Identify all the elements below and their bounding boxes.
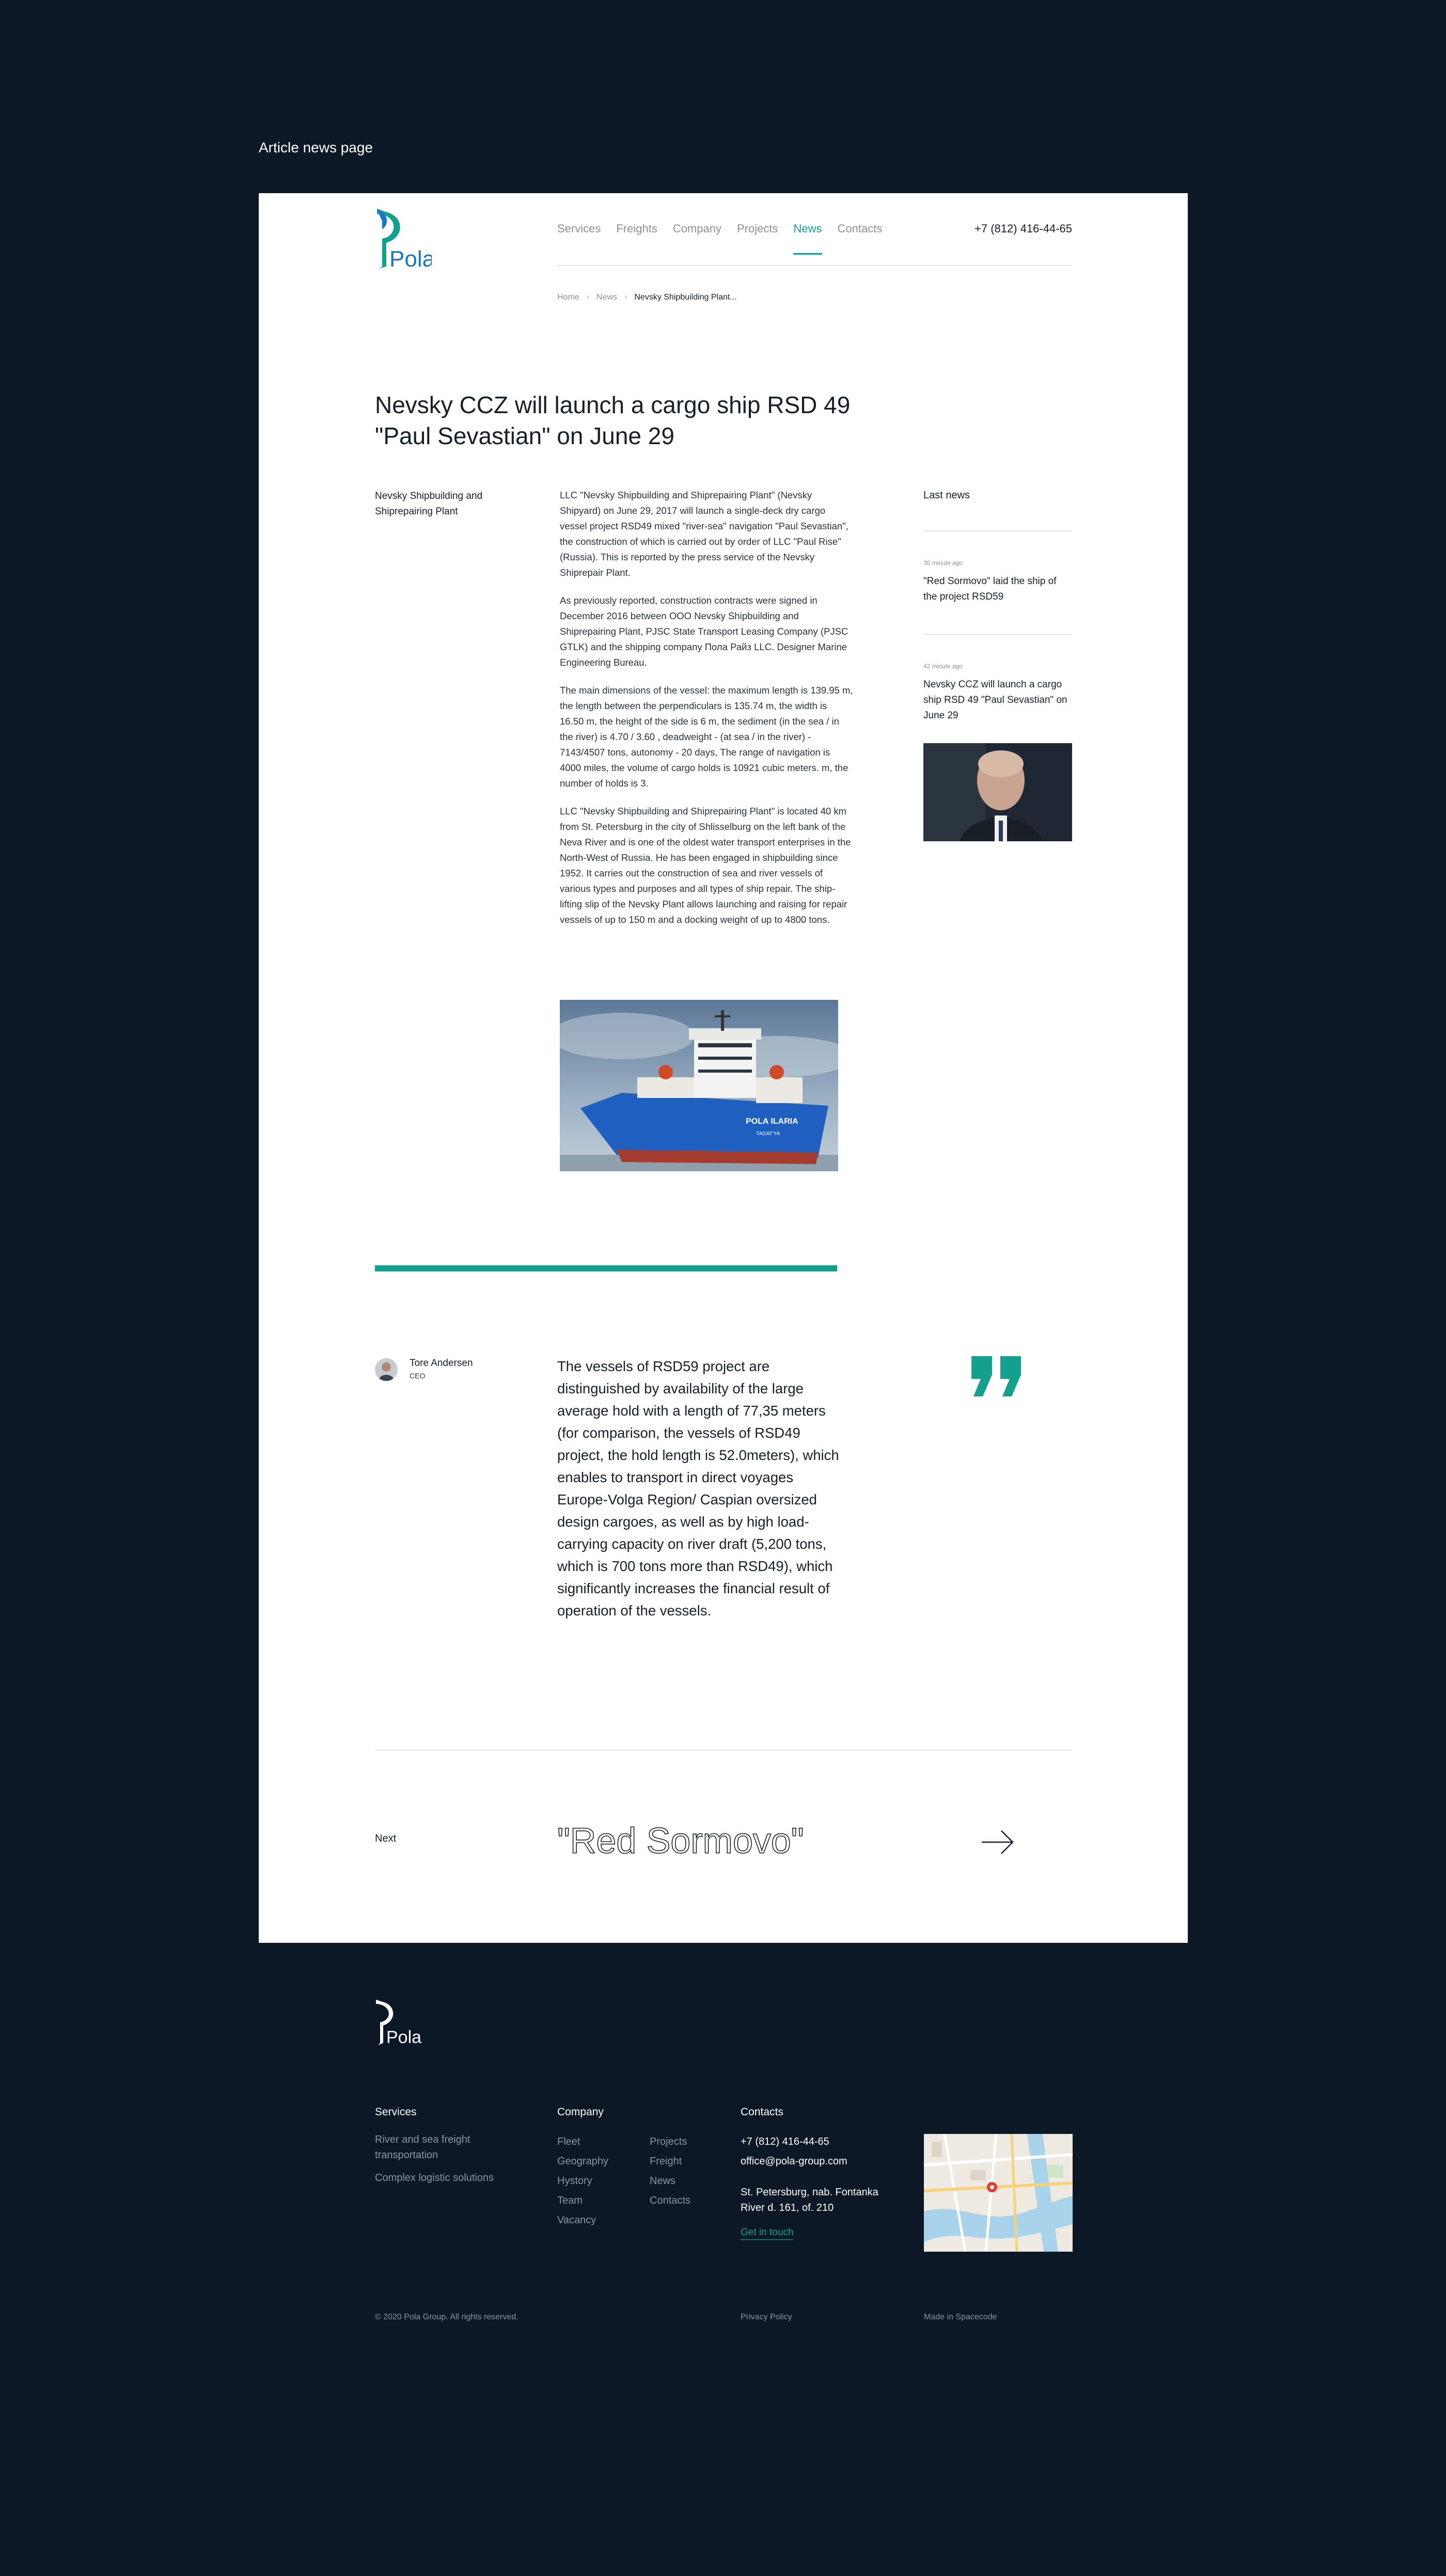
get-in-touch-link[interactable]: Get in touch: [741, 2227, 793, 2240]
showcase-label: Article news page: [259, 139, 373, 155]
nav-projects[interactable]: Projects: [737, 222, 778, 235]
footer-link[interactable]: Complex logistic solutions: [375, 2172, 494, 2184]
pola-logo-icon: [375, 209, 432, 271]
sidebar-divider: [923, 530, 1072, 531]
footer-link[interactable]: Vacancy: [557, 2214, 596, 2226]
nav-news[interactable]: News: [793, 222, 822, 235]
article-paragraph: LLC "Nevsky Shipbuilding and Shiprepairing Plant" (Nevsky Shipyard) on June 29, 2017 will launch a single-deck dry cargo vessel project RSD49 mixed "river-sea" navigation "Paul Sevastian", the construction of which is carried out by order of LLC "Paul Rise" (Russia). This is reported by the press service of the Nevsky Shiprepair Plant.: [560, 490, 848, 578]
news-item-link[interactable]: Nevsky CCZ will launch a cargo ship RSD 49 "Paul Sevastian" on June 29: [923, 679, 1067, 721]
pola-logo[interactable]: [375, 209, 432, 271]
quote-author: Tore Andersen: [410, 1358, 473, 1369]
svg-text:POLA ILARIA: POLA ILARIA: [746, 1117, 798, 1126]
footer-link[interactable]: Fleet: [557, 2136, 580, 2147]
footer-contacts: [741, 2132, 895, 2238]
chevron-right-icon: ›: [586, 293, 590, 302]
ship-photo: [560, 1000, 838, 1171]
quote-role: CEO: [410, 1372, 426, 1380]
next-article-link[interactable]: "Red Sormovo": [557, 1820, 804, 1861]
copyright: © 2020 Pola Group. All rights reserved.: [375, 2313, 518, 2321]
footer-phone[interactable]: +7 (812) 416-44-65: [741, 2136, 829, 2147]
quote-mark-icon: [971, 1356, 1023, 1397]
footer-link[interactable]: Hystory: [557, 2175, 592, 2187]
svg-text:Pola: Pola: [389, 246, 432, 271]
location-map[interactable]: [924, 2134, 1073, 2252]
arrow-right-icon[interactable]: [981, 1829, 1015, 1855]
privacy-policy-link[interactable]: Privacy Policy: [741, 2313, 792, 2321]
footer-link[interactable]: Geography: [557, 2156, 608, 2167]
header-phone[interactable]: +7 (812) 416-44-65: [975, 222, 1072, 235]
article-source: Nevsky Shipbuilding and Shiprepairing Plant: [375, 491, 483, 517]
breadcrumb: [557, 293, 737, 302]
footer-services-heading: Services: [375, 2106, 417, 2118]
footer-company-heading: Company: [557, 2106, 604, 2118]
footer-link[interactable]: Team: [557, 2195, 583, 2206]
header-divider: [557, 265, 1072, 266]
footer-link[interactable]: Projects: [650, 2136, 687, 2147]
sidebar-divider: [923, 634, 1072, 635]
footer-link[interactable]: News: [650, 2175, 676, 2187]
footer-contacts-heading: Contacts: [741, 2106, 783, 2118]
footer-link[interactable]: River and sea freight transportation: [375, 2134, 470, 2161]
accent-bar: [375, 1265, 837, 1271]
footer-logo[interactable]: [375, 2000, 421, 2046]
news-thumbnail[interactable]: [923, 743, 1072, 841]
breadcrumb-current: Nevsky Shipbuilding Plant...: [634, 293, 737, 302]
article-body: [560, 488, 853, 940]
nav-freights[interactable]: Freights: [616, 222, 657, 235]
nav-company[interactable]: Company: [672, 222, 721, 235]
main-nav: [557, 222, 898, 235]
article-paragraph: As previously reported, construction contracts were signed in December 2016 between OOO Nevsky Shipbuilding and Shiprepairing Plant, PJSC State Transport Leasing Company (PJSC GTLK) and the shipping company Пола Райз LLC. Designer Marine Engineering Bureau.: [560, 595, 848, 668]
svg-text:TAGAT'YA: TAGAT'YA: [756, 1131, 780, 1137]
nav-contacts[interactable]: Contacts: [837, 222, 883, 235]
footer-link[interactable]: Freight: [650, 2156, 682, 2167]
footer-link[interactable]: Contacts: [650, 2195, 690, 2206]
chevron-right-icon: ›: [624, 293, 627, 302]
footer-email[interactable]: office@pola-group.com: [741, 2156, 847, 2167]
footer-company-col1: [557, 2132, 608, 2230]
quote-text: The vessels of RSD59 project are distinguished by availability of the large average hold with a length of 77,35 meters (for comparison, the vessels of RSD49 project, the hold length is 52.0meters), which enables to transport in direct voyages Europe-Volga Region/ Caspian oversized design cargoes, as well as by high load-carrying capacity on river draft (5,200 tons, which is 700 tons more than RSD49), which significantly increases the financial result of operation of the vessels.: [557, 1358, 839, 1619]
breadcrumb-home[interactable]: Home: [557, 293, 579, 302]
article-paragraph: The main dimensions of the vessel: the maximum length is 139.95 m, the length between the perpendiculars is 135.74 m, the width is 16.50 m, the height of the side is 6 m, the sediment (in the sea / in the river) is 4.70 / 3.60 , deadweight - (at sea / in the river) - 7143/4507 tons, autonomy - 20 days, The range of navigation is 4000 miles, the volume of cargo holds is 10921 cubic meters. m, the number of holds is 3.: [560, 685, 853, 789]
pola-logo-icon: [375, 2000, 421, 2046]
made-in-link[interactable]: Made in Spacecode: [924, 2313, 997, 2321]
article-page: [259, 193, 1188, 1943]
last-news-sidebar: [923, 488, 1072, 841]
article-title: Nevsky CCZ will launch a cargo ship RSD 49 "Paul Sevastian" on June 29: [375, 391, 851, 449]
news-time: 42 minute ago: [923, 663, 963, 670]
sidebar-title: Last news: [923, 490, 970, 501]
news-time: 30 minute ago: [923, 559, 963, 567]
article-paragraph: LLC "Nevsky Shipbuilding and Shiprepairing Plant" is located 40 km from St. Petersburg in the city of Shlisselburg on the left bank of the Neva River and is one of the oldest water transport enterprises in the North-West of Russia. He has been engaged in shipbuilding since 1952. It carries out the construction of sea and river vessels of various types and purposes and all types of ship repair. The ship-lifting slip of the Nevsky Plant allows launching and raising for repair vessels of up to 150 m and a docking weight of up to 4800 tons.: [560, 806, 851, 925]
breadcrumb-news[interactable]: News: [596, 293, 618, 302]
footer-services-list: [375, 2132, 509, 2186]
section-divider: [375, 1750, 1072, 1751]
nav-services[interactable]: Services: [557, 222, 601, 235]
avatar: [375, 1358, 398, 1381]
news-item-link[interactable]: "Red Sormovo" laid the ship of the project RSD59: [923, 576, 1057, 602]
footer-address: St. Petersburg, nab. Fontanka River d. 161, of. 210: [741, 2187, 878, 2213]
next-label: Next: [375, 1833, 397, 1844]
footer-company-col2: [650, 2132, 690, 2210]
svg-text:Pola: Pola: [386, 2028, 421, 2046]
